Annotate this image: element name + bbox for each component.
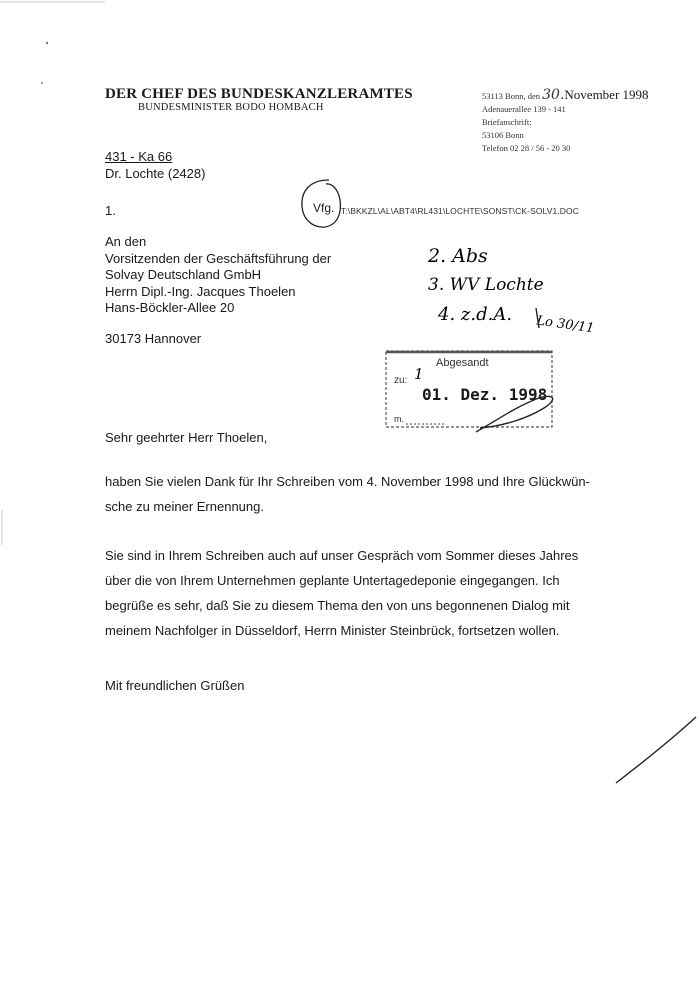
- recipient-line: Solvay Deutschland GmbH: [105, 267, 262, 282]
- paragraph-line: meinem Nachfolger in Düsseldorf, Herrn Minister Steinbrück, fortsetzen wollen.: [105, 623, 560, 638]
- place-date-line: [482, 88, 649, 103]
- letterhead-subtitle: BUNDESMINISTER BODO HOMBACH: [138, 102, 324, 113]
- sender-address: [482, 88, 649, 155]
- author-reference: Dr. Lochte (2428): [105, 166, 206, 181]
- handwritten-initials: Lo 30/11: [535, 313, 596, 337]
- handwritten-note: 4. z.d.A.: [438, 304, 513, 325]
- item-number: 1.: [105, 203, 116, 218]
- street-address: Adenauerallee 139 - 141: [482, 104, 566, 114]
- recipient-city: 30173 Hannover: [105, 331, 202, 346]
- paragraph-line: sche zu meiner Ernennung.: [105, 499, 264, 514]
- phone-number: Telefon 02 28 / 56 - 20 30: [482, 143, 571, 153]
- paragraph: [105, 469, 665, 519]
- paragraph-line: Sie sind in Ihrem Schreiben auch auf unser Gespräch vom Sommer dieses Jahres: [105, 548, 579, 563]
- stamp-zu-label: zu:: [394, 375, 408, 386]
- dispatch-stamp: [384, 348, 556, 432]
- stamp-title: Abgesandt: [436, 357, 489, 369]
- handwritten-notes: [398, 240, 596, 345]
- paragraph-line: begrüße es sehr, daß Sie zu diesem Thema den von uns begonnenen Dialog mit: [105, 598, 570, 613]
- postal-label: Briefanschrift:: [482, 117, 532, 127]
- stamp-date: 01. Dez. 1998: [422, 385, 548, 404]
- closing: Mit freundlichen Grüßen: [105, 678, 245, 693]
- stamp-m-label: m.: [394, 414, 404, 424]
- date-day-handwritten: 30.: [542, 87, 565, 103]
- signature-stroke: [612, 715, 698, 787]
- handwritten-note: 3. WV Lochte: [428, 275, 544, 295]
- recipient-line: An den: [105, 234, 147, 249]
- recipient-address: [105, 234, 331, 317]
- postal-city: 53106 Bonn: [482, 130, 524, 140]
- place-date-prefix: 53113 Bonn, den: [482, 91, 541, 101]
- letterhead-title: DER CHEF DES BUNDESKANZLERAMTES: [105, 86, 413, 102]
- recipient-line: Herrn Dipl.-Ing. Jacques Thoelen: [105, 283, 296, 299]
- salutation: Sehr geehrter Herr Thoelen,: [105, 430, 268, 445]
- recipient-line: Hans-Böckler-Allee 20: [105, 300, 235, 315]
- file-path: T:\BKKZL\AL\ABT4\RL431\LOCHTE\SONST\CK-SOLV1.DOC: [341, 206, 579, 216]
- paragraph: [105, 543, 665, 643]
- recipient-line: Vorsitzenden der Geschäftsführung der: [105, 250, 332, 266]
- stamp-zu-value: 1: [414, 365, 424, 383]
- handwritten-note: 2. Abs: [428, 245, 488, 267]
- vfg-label: Vfg.: [313, 201, 335, 215]
- date-month-year: November 1998: [564, 87, 649, 102]
- paragraph-line: über die von Ihrem Unternehmen geplante Untertagedeponie eingegangen. Ich: [105, 573, 560, 588]
- file-number: 431 - Ka 66: [105, 149, 173, 164]
- paragraph-line: haben Sie vielen Dank für Ihr Schreiben vom 4. November 1998 und Ihre Glückwün-: [105, 474, 590, 489]
